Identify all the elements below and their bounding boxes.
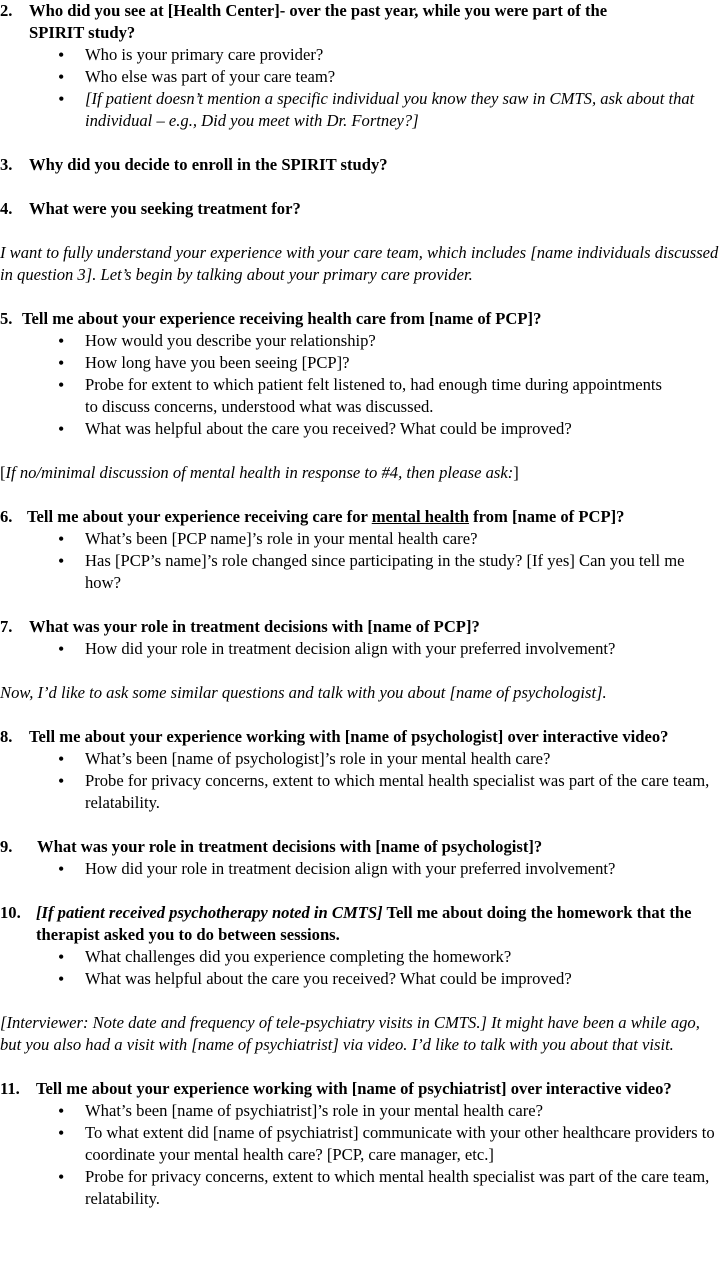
question-2-bullets <box>0 44 724 132</box>
question-10-text: 10. [If patient received psychotherapy noted in CMTS] Tell me about doing the homework that the therapist asked you to do between sessions. <box>0 903 692 944</box>
list-item: • Has [PCP’s name]’s role changed since participating in the study? [If yes] Can you tell me how? <box>0 550 724 594</box>
list-item: • What was helpful about the care you received? What could be improved? <box>0 968 724 990</box>
question-4: 4. What were you seeking treatment for? <box>0 199 301 218</box>
list-item: • What’s been [name of psychiatrist]’s role in your mental health care? <box>0 1100 724 1122</box>
question-9-bullets <box>0 858 724 880</box>
question-11-text: 11. Tell me about your experience working with [name of psychiatrist] over interactive video? <box>0 1079 672 1098</box>
question-9 <box>0 836 724 880</box>
question-10-bullets <box>0 946 724 990</box>
list-item: • How long have you been seeing [PCP]? <box>0 352 724 374</box>
question-2 <box>0 0 724 132</box>
interviewer-intro-1: I want to fully understand your experience with your care team, which includes [name individuals discussed in question 3]. Let’s begin by talking about your primary care provider. <box>0 243 719 284</box>
question-5-text: 5. Tell me about your experience receiving health care from [name of PCP]? <box>0 309 542 328</box>
question-7 <box>0 616 724 660</box>
list-item: • Who is your primary care provider? <box>0 44 724 66</box>
question-6-bullets <box>0 528 724 594</box>
question-8 <box>0 726 724 814</box>
question-8-text: 8. Tell me about your experience working with [name of psychologist] over interactive video? <box>0 727 669 746</box>
list-item: • How did your role in treatment decision align with your preferred involvement? <box>0 858 724 880</box>
list-item: • What was helpful about the care you received? What could be improved? <box>0 418 724 440</box>
interviewer-intro-2: Now, I’d like to ask some similar questions and talk with you about [name of psychologist]. <box>0 683 607 702</box>
question-7-bullets <box>0 638 724 660</box>
list-item: • To what extent did [name of psychiatrist] communicate with your other healthcare providers to coordinate your mental health care? [PCP, care manager, etc.] <box>0 1122 724 1166</box>
question-6-text: 6. Tell me about your experience receiving care for mental health from [name of PCP]? <box>0 507 625 526</box>
question-6 <box>0 506 724 594</box>
list-item: • Probe for privacy concerns, extent to which mental health specialist was part of the care team, relatability. <box>0 770 724 814</box>
list-item: • How would you describe your relationship? <box>0 330 724 352</box>
list-item: • What’s been [PCP name]’s role in your mental health care? <box>0 528 724 550</box>
question-11 <box>0 1078 724 1210</box>
list-item: • Probe for extent to which patient felt listened to, had enough time during appointments to discuss concerns, understood what was discussed. <box>0 374 724 418</box>
list-item: • Probe for privacy concerns, extent to which mental health specialist was part of the care team, relatability. <box>0 1166 724 1210</box>
interviewer-intro-3: [Interviewer: Note date and frequency of tele-psychiatry visits in CMTS.] It might have been a while ago, but you also had a visit with [name of psychiatrist] via video. I’d like to talk with you about that visit. <box>0 1013 700 1054</box>
question-9-text: 9. What was your role in treatment decisions with [name of psychologist]? <box>0 837 543 856</box>
question-7-text: 7. What was your role in treatment decisions with [name of PCP]? <box>0 617 480 636</box>
list-item: • Who else was part of your care team? <box>0 66 724 88</box>
list-item: • How did your role in treatment decision align with your preferred involvement? <box>0 638 724 660</box>
question-10 <box>0 902 724 990</box>
list-item: • What’s been [name of psychologist]’s role in your mental health care? <box>0 748 724 770</box>
question-5 <box>0 308 724 440</box>
question-2-text: 2. Who did you see at [Health Center]- over the past year, while you were part of the SPIRIT study? <box>0 1 608 42</box>
list-item: • What challenges did you experience completing the homework? <box>0 946 724 968</box>
list-item: • [If patient doesn’t mention a specific individual you know they saw in CMTS, ask about that individual – e.g., Did you meet with Dr. Fortney?] <box>0 88 724 132</box>
interviewer-note-1: [If no/minimal discussion of mental health in response to #4, then please ask:] <box>0 463 519 482</box>
question-3: 3. Why did you decide to enroll in the SPIRIT study? <box>0 155 388 174</box>
question-11-bullets <box>0 1100 724 1210</box>
question-8-bullets <box>0 748 724 814</box>
question-5-bullets <box>0 330 724 440</box>
